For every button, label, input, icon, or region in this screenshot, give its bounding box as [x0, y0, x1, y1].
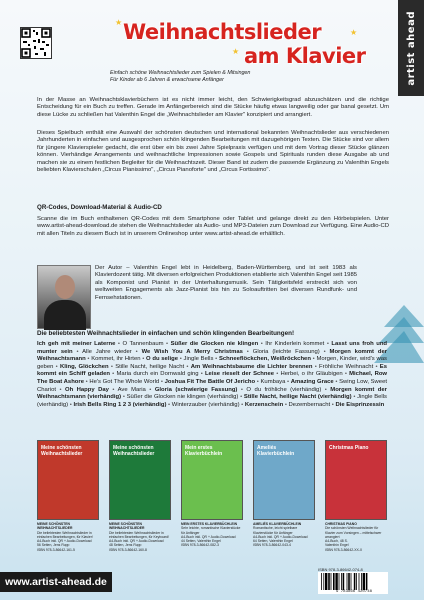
book-item: [181, 440, 243, 548]
song-title: Herbei, o ihr Gläubigen: [280, 371, 343, 378]
song-title: Am Weihnachtsbaume die Lichter brennen: [190, 363, 313, 370]
song-title: Irish Bells Ring 1 2 3 (vierhändig): [73, 401, 167, 408]
song-title: Schneeflöckchen, Weißröckchen: [218, 356, 311, 363]
song-title: Kumbaya: [260, 378, 286, 385]
song-title: Die Eisprinzessin: [335, 401, 385, 408]
tagline: Einfach schöne Weihnachtslieder zum Spielen & Mitsingen Für Kinder ab 6 Jahren & erwachsene Anfänger: [110, 70, 251, 83]
song-title: Michael, Row The Boat Ashore: [37, 371, 388, 385]
song-title: Morgen kommt der Weihnachtsmann (vierhändig): [37, 386, 387, 401]
book-item: [325, 440, 387, 552]
song-title: Stille Nacht, heilige Nacht: [115, 363, 185, 370]
song-title: Ihr Kinderlein kommet: [265, 341, 325, 347]
title-line-1: Weihnachtslieder: [123, 20, 322, 44]
qr-code: [20, 27, 52, 59]
song-title: Jingle Bells (vierhändig): [37, 394, 387, 408]
song-title: O du selige: [146, 356, 178, 363]
book-description: AMELIÉS KLAVIERBÜCHLEIN Romantische, leicht spielbare Klavierstücke für Anfänger A4-Buch inkl. QR + Audio-Download 64 Seiten, Valenthin Engel ISBN 978-3-86642-043-4: [253, 522, 308, 548]
song-title: Alle Jahre wieder: [82, 348, 132, 355]
song-title: Dezembernacht: [288, 401, 331, 408]
song-title: Joshua Fit The Battle Of Jericho: [164, 378, 256, 385]
book-cover-title: Ameliés Klavierbüchlein: [257, 445, 295, 457]
book-item: [109, 440, 171, 552]
qr-section-paragraph: Scanne die im Buch enthaltenen QR-Codes mit dem Smartphone oder Tablet und gelange direkt zu den Hörbeispielen. Unter www.artist-ahead-download.de stehen die Weihnachtslieder als Audio- und MP3-Dateien zum Download zur Verfügung. Eine Audio-CD mit allen Titeln zu diesem Buch ist in unserem Onlineshop unter www.artist-ahead.de erhältlich.: [37, 216, 389, 237]
book-description: CHRISTMAS PIANO Die schönsten Weihnachtslieder für Klavier zum Vorsingen – mittelschwer arrangiert A4-Buch, 48 S. Valenthin Engel ISBN 978-3-86642-XX-X: [325, 522, 382, 552]
qr-section-heading: QR-Codes, Download-Material & Audio-CD: [37, 204, 162, 211]
title-line-2: am Klavier: [244, 44, 366, 68]
publisher-logo-text: artist ahead: [405, 10, 417, 86]
songs-heading: Die beliebtesten Weihnachtslieder in einfachen und schön klingenden Bearbeitungen!: [37, 330, 295, 337]
song-title: Ave Maria: [117, 386, 146, 393]
star-icon: ★: [115, 18, 123, 27]
song-title: He's Got The Whole World: [89, 378, 160, 385]
book-cover: [253, 440, 315, 520]
star-icon: ★: [232, 47, 240, 56]
song-title: Gloria (leichte Fassung): [252, 348, 320, 355]
book-item: [253, 440, 315, 548]
song-title: Es kommt ein Schiff geladen: [37, 363, 387, 378]
book-cover-title: Meine schönsten Weihnachtslieder: [113, 445, 155, 457]
isbn-label: ISBN 978-3-86642-074-8: [318, 567, 363, 572]
author-photo: [37, 265, 91, 329]
book-description: MEINE SCHÖNSTEN WEIHNACHTSLIEDER Die beliebtesten Weihnachtslieder in einfachen Bearbeitungen, für Keyboard! A4-Buch inkl. QR + Audio-Download 48 Seiten, Jens Rupp ISBN 978-3-86642-160-8: [109, 522, 169, 552]
website-url[interactable]: www.artist-ahead.de: [0, 572, 112, 592]
barcode-number: 9 783866 420748: [335, 590, 372, 594]
song-list: Ich geh mit meiner Laterne • O Tannenbaum • Süßer die Glocken nie klingen • Ihr Kinderlein kommet • Lasst uns froh und munter sein • Alle Jahre wieder • We Wish You A Merry Christmas • Gloria (leichte Fassung) • Morgen kommt der Weihnachtsmann • Kommet, ihr Hirten • O du selige • Jingle Bells • Schneeflöckchen, Weißröckchen • Morgen, Kinder, wird's was geben • Kling, Glöckchen • Stille Nacht, heilige Nacht • Am Weihnachtsbaume die Lichter brennen • Fröhliche Weihnacht • Es kommt ein Schiff geladen • Maria durch ein Dornwald ging • Leise rieselt der Schnee • Herbei, o ihr Gläubigen • Michael, Row The Boat Ashore • He's Got The Whole World • Joshua Fit The Battle Of Jericho • Kumbaya • Amazing Grace • Swing Low, Sweet Chariot • Oh Happy Day • Ave Maria • Gloria (schwierige Fassung) • O du fröhliche (vierhändig) • Morgen kommt der Weihnachtsmann (vierhändig) • Süßer die Glocken nie klingen (vierhändig) • Stille Nacht, heilige Nacht (vierhändig) • Jingle Bells (vierhändig) • Irish Bells Ring 1 2 3 (vierhändig) • Winterzauber (vierhändig) • Kerzenschein • Dezembernacht • Die Eisprinzessin: [37, 341, 388, 408]
song-title: Leise rieselt der Schnee: [204, 371, 275, 378]
song-title: Kling, Glöckchen: [59, 363, 109, 370]
book-cover: [325, 440, 387, 520]
book-cover: [181, 440, 243, 520]
book-cover-title: Mein erstes Klavierbüchlein: [185, 445, 223, 457]
song-title: Morgen, Kinder, wird's was geben: [37, 356, 387, 370]
publisher-logo: [398, 0, 424, 96]
song-title: O du fröhliche (vierhändig): [246, 386, 322, 393]
song-title: Fröhliche Weihnacht: [319, 363, 374, 370]
related-books: [37, 440, 389, 565]
book-cover: [109, 440, 171, 520]
book-cover: [37, 440, 99, 520]
song-title: Swing Low, Sweet Chariot: [37, 378, 387, 393]
song-title: Winterzauber (vierhändig): [171, 401, 240, 408]
song-title: O Tannenbaum: [122, 341, 164, 347]
song-title: Morgen kommt der Weihnachtsmann: [37, 348, 388, 363]
book-item: [37, 440, 99, 552]
book-cover-title: Meine schönsten Weihnachtslieder: [41, 445, 83, 457]
intro-paragraph-1: In der Masse an Weihnachtsklavierbüchern ist es nicht immer leicht, den Schwierigkeitsgrad abzuschätzen und die richtige Entscheidung für ein Buch zu treffen. Gerade im Anfängerbereich sind die Stücke häufig etwas langweilig oder gar banal gesetzt. Um diese Lücke zu schließen hat Valenthin Engel die „Weihnachtslieder am Klavier" konzipiert und arrangiert.: [37, 97, 389, 118]
song-title: Süßer die Glocken nie klingen (vierhändig): [126, 394, 239, 401]
author-bio: Der Autor – Valenthin Engel lebt in Heidelberg, Baden-Württemberg, und ist seit 1983 als Klavierdozent tätig. Mit diversen erfolgreichen Produktionen etablierte sich Valenthin Engel seit 1985 als Komponist und Pianist in der Unterhaltungsmusik. Sein Tätigkeitsfeld erstreckt sich von weltweiten Engagements als Jazz-Pianist bis hin zu Soloauftritten bei diversen Rundfunk- und Fernsehstationen.: [95, 265, 357, 301]
song-title: Gloria (schwierige Fassung): [154, 386, 238, 393]
song-title: Amazing Grace: [290, 378, 334, 385]
song-title: Ich geh mit meiner Laterne: [37, 341, 116, 347]
song-title: Oh Happy Day: [65, 386, 109, 393]
star-icon: ★: [350, 28, 358, 37]
song-title: We Wish You A Merry Christmas: [141, 348, 243, 355]
song-title: Kerzenschein: [244, 401, 284, 408]
song-title: Lasst uns froh und munter sein: [37, 341, 388, 355]
book-cover-title: Christmas Piano: [329, 445, 369, 451]
song-title: Maria durch ein Dornwald ging: [116, 371, 199, 378]
intro-paragraph-2: Dieses Spielbuch enthält eine Auswahl der schönsten deutschen und international bekannten Weihnachtslieder aus verschiedenen Jahrhunderten in einfachen und ausgesprochen schön klingenden Bearbeitungen mit dazugehörigen Texten. Die Stücke sind vor allem für jüngere Klavierspieler gedacht, die erst über ein bis zwei Jahre Spielpraxis verfügen und mit dem Vortrag dieser Stücke glänzen können. Vierhändige Arrangements und weihnachtliche Impressionen sowie Gospels und Spirituals runden diese Ausgabe ab und machen sie zu einem festlichen Begleiter für die Weihnachtszeit. Dieser Band ist zudem die passende Ergänzung zu Valenthin Engels beliebten Klavierschulen „Circus Pianissimo", „Circus Pianoforte" und „Circus Fortissimo".: [37, 130, 389, 174]
book-description: MEINE SCHÖNSTEN WEIHNACHTSLIEDER Die beliebtesten Weihnachtslieder in einfachen Bearbeitungen, für Klavier! A4-Buch inkl. QR + Audio-Download 56 Seiten, Jens Rupp ISBN 978-3-86642-161-5: [37, 522, 93, 552]
song-title: Jingle Bells: [183, 356, 214, 363]
book-description: MEIN ERSTES KLAVIERBÜCHLEIN Sehr leichte, romantische Klavierstücke für Anfänger A4-Buch inkl. QR + Audio-Download 44 Seiten, Valenthin Engel ISBN 978-3-86642-082-3: [181, 522, 241, 548]
song-title: Süßer die Glocken nie klingen: [170, 341, 259, 347]
song-title: Kommet, ihr Hirten: [91, 356, 141, 363]
song-title: Stille Nacht, heilige Nacht (vierhändig): [243, 394, 352, 401]
